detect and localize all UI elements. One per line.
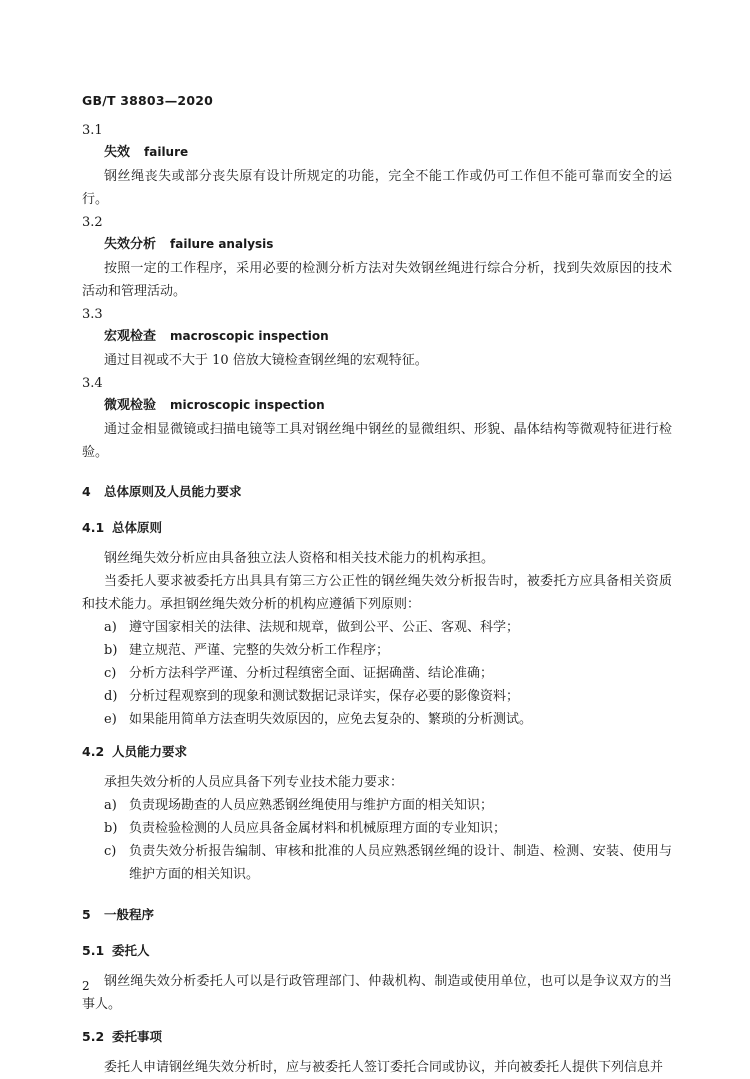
section-number: 5 (82, 907, 91, 922)
term-heading (104, 235, 672, 254)
paragraph: 当委托人要求被委托方出具具有第三方公正性的钢丝绳失效分析报告时，被委托方应具备相关资质和技术能力。承担钢丝绳失效分析的机构应遵循下列原则： (82, 574, 672, 612)
list-item (82, 616, 672, 639)
subsection-number: 5.2 (82, 1029, 105, 1044)
subsection-heading (82, 1028, 672, 1046)
subsection-title: 人员能力要求 (112, 744, 188, 759)
document-id: GB/T 38803—2020 (82, 93, 214, 108)
subsection-title: 委托人 (112, 943, 150, 958)
list-item (82, 794, 672, 817)
paragraph: 钢丝绳失效分析应由具备独立法人资格和相关技术能力的机构承担。 (104, 551, 495, 566)
list-text: 分析方法科学严谨、分析过程缜密全面、证据确凿、结论准确； (129, 666, 494, 681)
term-definition: 通过金相显微镜或扫描电镜等工具对钢丝绳中钢丝的显微组织、形貌、晶体结构等微观特征进行检验。 (82, 422, 672, 460)
list-text: 负责现场勘查的人员应熟悉钢丝绳使用与维护方面的相关知识； (129, 798, 494, 813)
subsection-title: 总体原则 (112, 520, 163, 535)
term-zh: 宏观检查 (104, 329, 157, 344)
list-text: 分析过程观察到的现象和测试数据记录详实，保存必要的影像资料； (129, 689, 520, 704)
paragraph: 承担失效分析的人员应具备下列专业技术能力要求： (104, 775, 404, 790)
term-heading (104, 396, 672, 415)
list-item (82, 840, 672, 886)
list-marker: e) (104, 712, 117, 727)
list-marker: a) (104, 620, 117, 635)
page-number: 2 (82, 979, 90, 993)
term-heading (104, 143, 672, 162)
list-text: 遵守国家相关的法律、法规和规章，做到公平、公正、客观、科学； (129, 620, 520, 635)
list-marker: c) (104, 666, 117, 681)
list-marker: b) (104, 643, 118, 658)
term-definition: 按照一定的工作程序，采用必要的检测分析方法对失效钢丝绳进行综合分析，找到失效原因的技术活动和管理活动。 (82, 261, 672, 299)
section-number: 4 (82, 484, 91, 499)
term-zh: 失效分析 (104, 237, 157, 252)
section-title: 一般程序 (104, 907, 155, 922)
section-title: 总体原则及人员能力要求 (104, 484, 242, 499)
term-number: 3.1 (82, 123, 103, 138)
list-marker: a) (104, 798, 117, 813)
list-text: 建立规范、严谨、完整的失效分析工作程序； (129, 643, 390, 658)
term-number: 3.2 (82, 215, 103, 230)
subsection-heading (82, 942, 672, 960)
subsection-title: 委托事项 (112, 1029, 163, 1044)
term-definition: 通过目视或不大于 10 倍放大镜检查钢丝绳的宏观特征。 (104, 353, 428, 368)
term-zh: 失效 (104, 145, 131, 160)
term-zh: 微观检验 (104, 398, 157, 413)
subsection-number: 4.2 (82, 744, 105, 759)
term-number: 3.3 (82, 307, 103, 322)
list-text: 负责检验检测的人员应具备金属材料和机械原理方面的专业知识； (129, 821, 507, 836)
list-marker: c) (104, 844, 117, 859)
term-number: 3.4 (82, 376, 103, 391)
subsection-number: 5.1 (82, 943, 105, 958)
term-en: failure (144, 145, 189, 159)
term-en: failure analysis (170, 237, 274, 251)
term-en: macroscopic inspection (170, 329, 329, 343)
list-item (82, 685, 672, 708)
subsection-heading (82, 519, 672, 537)
list-marker: b) (104, 821, 118, 836)
term-en: microscopic inspection (170, 398, 325, 412)
list-text: 如果能用简单方法查明失效原因的，应免去复杂的、繁琐的分析测试。 (129, 712, 533, 727)
list-item (82, 639, 672, 662)
section-heading (82, 906, 672, 924)
subsection-number: 4.1 (82, 520, 105, 535)
subsection-heading (82, 743, 672, 761)
list-item (82, 817, 672, 840)
paragraph: 钢丝绳失效分析委托人可以是行政管理部门、仲裁机构、制造或使用单位，也可以是争议双方的当事人。 (82, 974, 672, 1012)
term-heading (104, 327, 672, 346)
list-item (82, 708, 672, 731)
list-text: 负责失效分析报告编制、审核和批准的人员应熟悉钢丝绳的设计、制造、检测、安装、使用与维护方面的相关知识。 (129, 844, 672, 882)
page-content (82, 122, 672, 1079)
list-marker: d) (104, 689, 118, 704)
list-item (82, 662, 672, 685)
section-heading (82, 483, 672, 501)
term-definition: 钢丝绳丧失或部分丧失原有设计所规定的功能，完全不能工作或仍可工作但不能可靠而安全的运行。 (82, 169, 672, 207)
paragraph: 委托人申请钢丝绳失效分析时，应与被委托人签订委托合同或协议，并向被委托人提供下列信息并 (104, 1060, 664, 1075)
